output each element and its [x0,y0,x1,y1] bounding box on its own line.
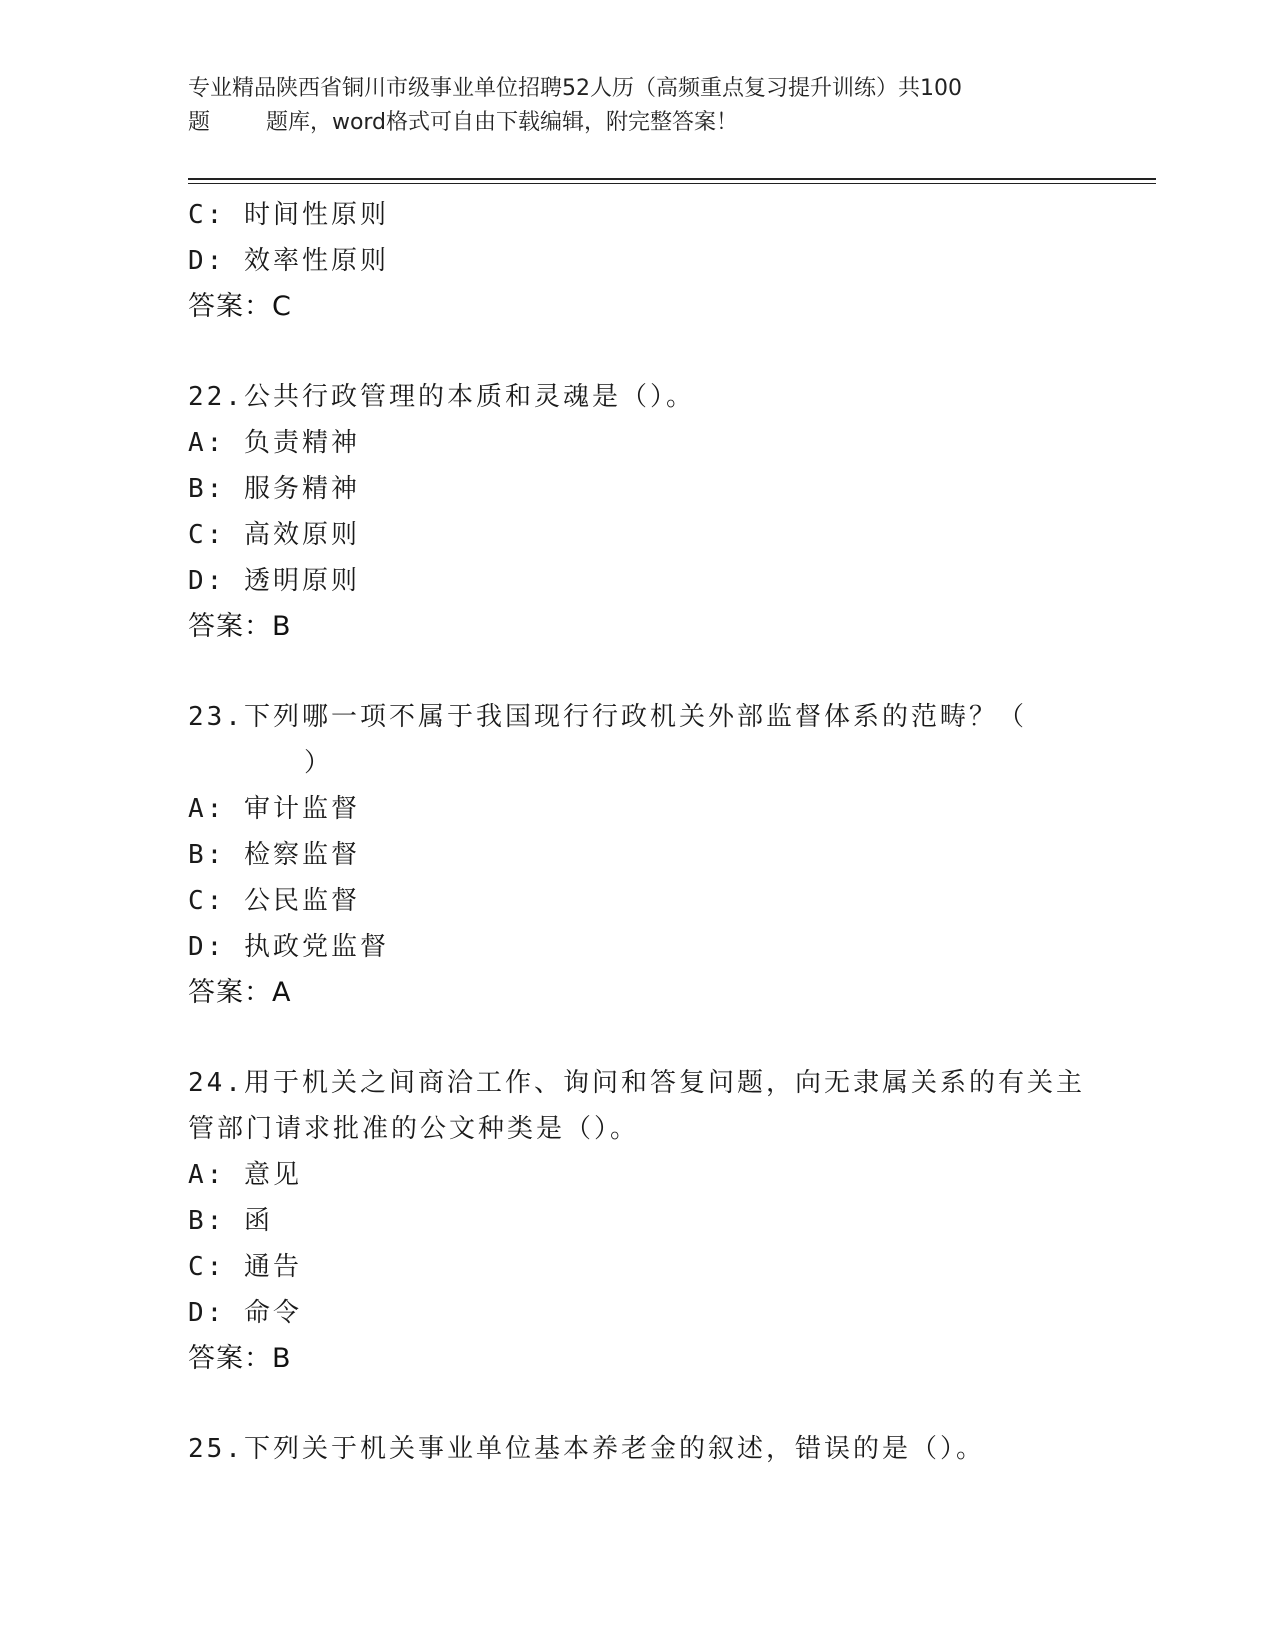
option-c [188,1244,1088,1290]
option-text: 执政党监督 [243,932,389,962]
question-stem [188,1060,1088,1152]
option-text: 审计监督 [243,794,360,824]
header-title-line-2: 题 题库，word格式可自由下载编辑，附完整答案！ [188,110,739,135]
question-list [188,192,1088,1472]
answer-line: 答案：B [188,1343,292,1374]
option-label: C: [188,200,226,230]
option-label: A: [188,428,226,458]
option-text: 命令 [243,1298,302,1328]
page-header [188,72,1088,140]
option-label: A: [188,794,226,824]
answer-line: 答案：A [188,977,292,1008]
option-label: A: [188,1160,226,1190]
option-c [188,192,1088,238]
header-divider-thin [188,183,1156,184]
question-23 [188,694,1088,1016]
option-d [188,558,1088,604]
option-text: 函 [243,1206,273,1236]
option-d [188,238,1088,284]
option-label: B: [188,474,226,504]
option-b [188,466,1088,512]
question-stem-text: 23.下列哪一项不属于我国现行行政机关外部监督体系的范畴？（ [188,702,1027,732]
answer-line: 答案：B [188,611,292,642]
question-22 [188,374,1088,650]
option-c [188,512,1088,558]
option-label: C: [188,520,226,550]
option-d [188,924,1088,970]
option-label: D: [188,1298,226,1328]
option-text: 公民监督 [243,886,360,916]
option-label: D: [188,246,226,276]
option-a [188,1152,1088,1198]
question-stem-line-2: 管部门请求批准的公文种类是（）。 [188,1114,640,1144]
option-label: D: [188,932,226,962]
option-b [188,832,1088,878]
answer-line: 答案：C [188,291,292,322]
option-label: B: [188,1206,226,1236]
option-d [188,1290,1088,1336]
option-label: C: [188,1252,226,1282]
option-text: 意见 [243,1160,302,1190]
question-stem: 22.公共行政管理的本质和灵魂是（）。 [188,382,695,412]
header-divider-thick [188,178,1156,180]
option-text: 通告 [243,1252,302,1282]
option-text: 服务精神 [243,474,360,504]
question-21-tail [188,192,1088,330]
option-c [188,878,1088,924]
question-stem: 25.下列关于机关事业单位基本养老金的叙述，错误的是（）。 [188,1434,985,1464]
option-text: 高效原则 [243,520,360,550]
question-stem-line-1: 24.用于机关之间商洽工作、询问和答复问题，向无隶属关系的有关主 [188,1068,1085,1098]
option-text: 时间性原则 [243,200,389,230]
option-text: 负责精神 [243,428,360,458]
option-a [188,420,1088,466]
option-text: 透明原则 [243,566,360,596]
option-label: D: [188,566,226,596]
question-24 [188,1060,1088,1382]
option-a [188,786,1088,832]
option-label: B: [188,840,226,870]
option-label: C: [188,886,226,916]
question-25 [188,1426,1088,1472]
header-title-line-1: 专业精品陕西省铜川市级事业单位招聘52人历（高频重点复习提升训练）共100 [188,76,962,101]
question-stem [188,694,1088,786]
option-text: 效率性原则 [243,246,389,276]
question-stem-continuation: ） [304,748,334,778]
option-text: 检察监督 [243,840,360,870]
option-b [188,1198,1088,1244]
